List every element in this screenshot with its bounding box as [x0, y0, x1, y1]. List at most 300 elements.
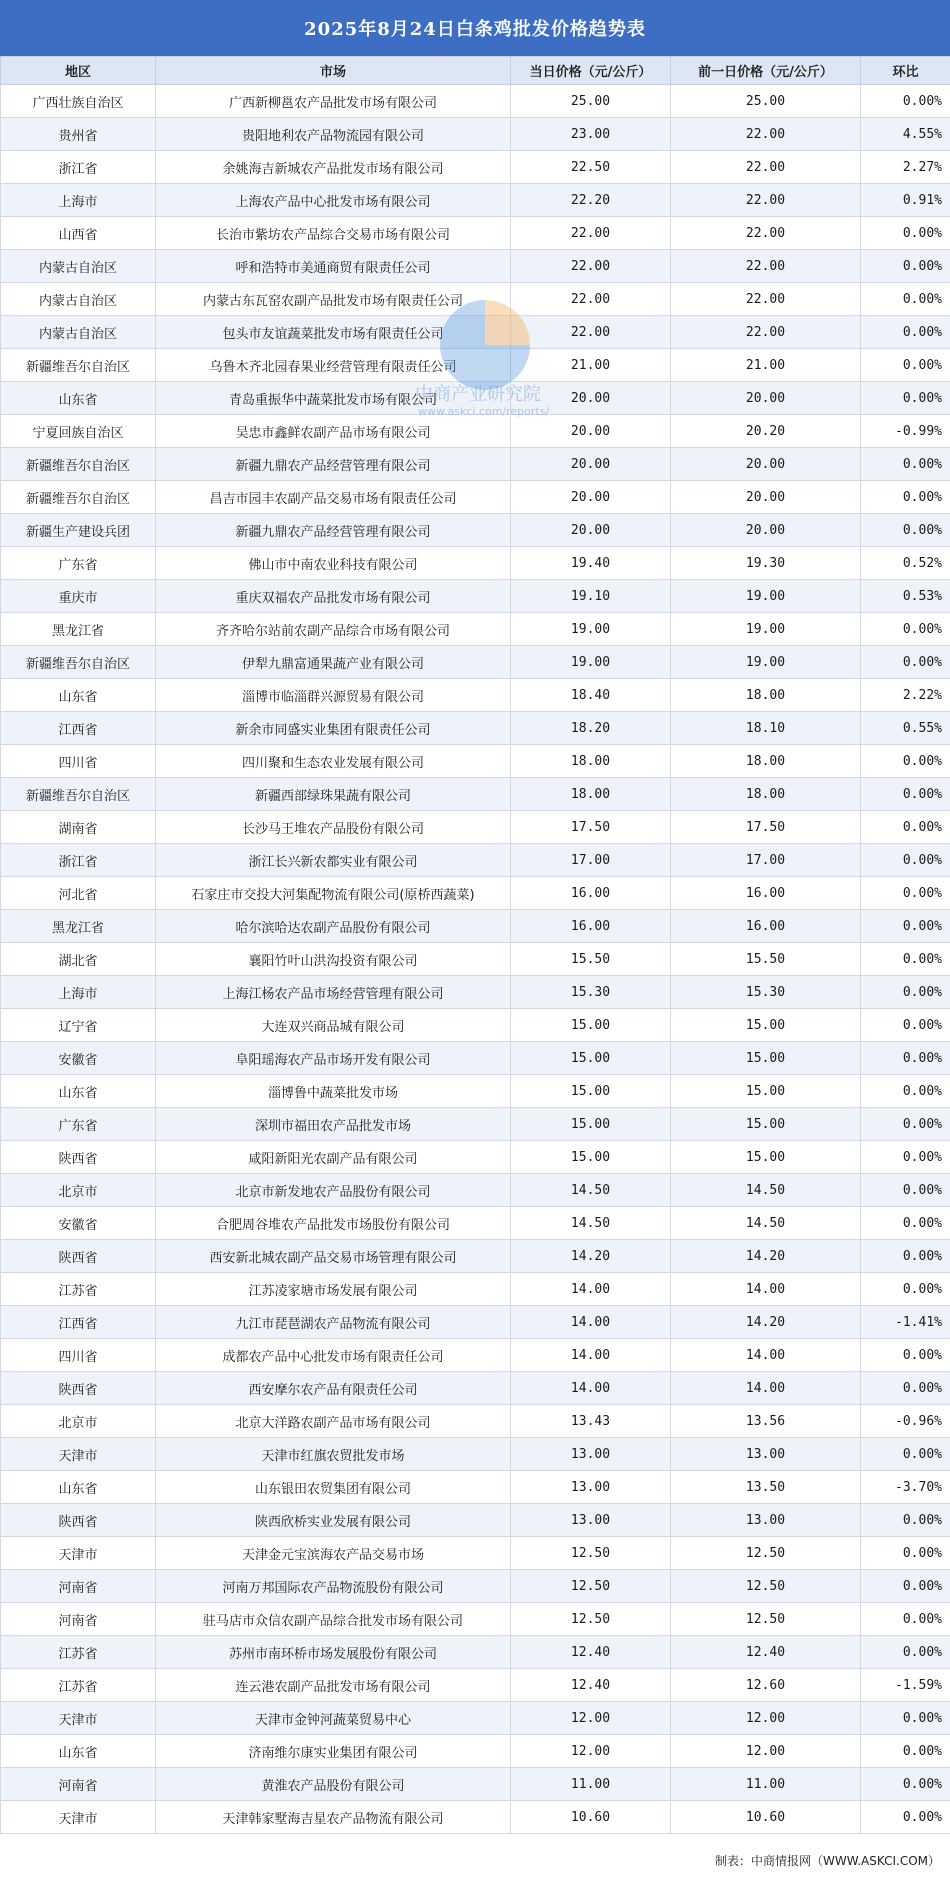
- cell-market: 陕西欣桥实业发展有限公司: [156, 1504, 511, 1537]
- cell-market: 成都农产品中心批发市场有限责任公司: [156, 1339, 511, 1372]
- cell-prev-price: 12.50: [671, 1570, 861, 1603]
- cell-region: 河北省: [1, 877, 156, 910]
- cell-change: 0.00%: [861, 1570, 950, 1603]
- cell-today-price: 22.20: [511, 184, 671, 217]
- cell-today-price: 13.00: [511, 1438, 671, 1471]
- cell-market: 青岛重振华中蔬菜批发市场有限公司: [156, 382, 511, 415]
- cell-prev-price: 14.50: [671, 1174, 861, 1207]
- cell-region: 江苏省: [1, 1636, 156, 1669]
- cell-change: 0.00%: [861, 1801, 950, 1834]
- cell-today-price: 20.00: [511, 415, 671, 448]
- cell-prev-price: 10.60: [671, 1801, 861, 1834]
- cell-change: 2.22%: [861, 679, 950, 712]
- cell-region: 北京市: [1, 1405, 156, 1438]
- cell-market: 包头市友谊蔬菜批发市场有限责任公司: [156, 316, 511, 349]
- cell-prev-price: 13.00: [671, 1438, 861, 1471]
- table-row: [1, 1042, 950, 1075]
- cell-today-price: 21.00: [511, 349, 671, 382]
- cell-region: 黑龙江省: [1, 613, 156, 646]
- cell-today-price: 14.20: [511, 1240, 671, 1273]
- cell-change: -0.96%: [861, 1405, 950, 1438]
- cell-market: 吴忠市鑫鲜农副产品市场有限公司: [156, 415, 511, 448]
- cell-market: 贵阳地利农产品物流园有限公司: [156, 118, 511, 151]
- cell-change: 0.00%: [861, 1438, 950, 1471]
- cell-region: 宁夏回族自治区: [1, 415, 156, 448]
- cell-region: 内蒙古自治区: [1, 316, 156, 349]
- cell-market: 新疆九鼎农产品经营管理有限公司: [156, 514, 511, 547]
- table-row: [1, 745, 950, 778]
- cell-today-price: 14.00: [511, 1339, 671, 1372]
- table-header: [1, 57, 950, 85]
- cell-today-price: 20.00: [511, 514, 671, 547]
- cell-change: 0.00%: [861, 1504, 950, 1537]
- cell-prev-price: 11.00: [671, 1768, 861, 1801]
- cell-market: 西安新北城农副产品交易市场管理有限公司: [156, 1240, 511, 1273]
- table-row: [1, 1570, 950, 1603]
- cell-market: 呼和浩特市美通商贸有限责任公司: [156, 250, 511, 283]
- cell-region: 新疆生产建设兵团: [1, 514, 156, 547]
- cell-region: 四川省: [1, 745, 156, 778]
- cell-market: 北京市新发地农产品股份有限公司: [156, 1174, 511, 1207]
- cell-region: 新疆维吾尔自治区: [1, 349, 156, 382]
- cell-market: 深圳市福田农产品批发市场: [156, 1108, 511, 1141]
- table-row: [1, 910, 950, 943]
- cell-region: 辽宁省: [1, 1009, 156, 1042]
- table-row: [1, 382, 950, 415]
- cell-today-price: 16.00: [511, 910, 671, 943]
- cell-prev-price: 16.00: [671, 877, 861, 910]
- cell-prev-price: 20.00: [671, 448, 861, 481]
- cell-prev-price: 19.00: [671, 646, 861, 679]
- cell-market: 天津韩家墅海吉星农产品物流有限公司: [156, 1801, 511, 1834]
- table-row: [1, 580, 950, 613]
- table-row: [1, 1273, 950, 1306]
- table-row: [1, 1438, 950, 1471]
- cell-prev-price: 14.00: [671, 1339, 861, 1372]
- cell-market: 阜阳瑶海农产品市场开发有限公司: [156, 1042, 511, 1075]
- cell-prev-price: 18.00: [671, 679, 861, 712]
- cell-today-price: 12.40: [511, 1636, 671, 1669]
- cell-today-price: 14.50: [511, 1174, 671, 1207]
- cell-prev-price: 18.00: [671, 778, 861, 811]
- cell-market: 乌鲁木齐北园春果业经营管理有限责任公司: [156, 349, 511, 382]
- cell-prev-price: 18.10: [671, 712, 861, 745]
- cell-region: 新疆维吾尔自治区: [1, 481, 156, 514]
- cell-prev-price: 17.00: [671, 844, 861, 877]
- cell-prev-price: 17.50: [671, 811, 861, 844]
- cell-prev-price: 22.00: [671, 151, 861, 184]
- cell-market: 连云港农副产品批发市场有限公司: [156, 1669, 511, 1702]
- cell-change: 0.00%: [861, 1174, 950, 1207]
- table-row: [1, 349, 950, 382]
- cell-market: 内蒙古东瓦窑农副产品批发市场有限责任公司: [156, 283, 511, 316]
- cell-today-price: 15.00: [511, 1075, 671, 1108]
- cell-region: 江西省: [1, 1306, 156, 1339]
- cell-today-price: 18.20: [511, 712, 671, 745]
- header-region: 地区: [1, 57, 156, 85]
- table-row: [1, 1207, 950, 1240]
- cell-today-price: 12.40: [511, 1669, 671, 1702]
- cell-market: 新余市同盛实业集团有限责任公司: [156, 712, 511, 745]
- cell-prev-price: 15.00: [671, 1108, 861, 1141]
- cell-change: 0.00%: [861, 514, 950, 547]
- cell-market: 四川聚和生态农业发展有限公司: [156, 745, 511, 778]
- cell-change: 2.27%: [861, 151, 950, 184]
- table-row: [1, 1504, 950, 1537]
- table-row: [1, 1009, 950, 1042]
- table-row: [1, 1405, 950, 1438]
- cell-prev-price: 16.00: [671, 910, 861, 943]
- table-row: [1, 1306, 950, 1339]
- cell-change: 0.00%: [861, 976, 950, 1009]
- cell-market: 北京大洋路农副产品市场有限公司: [156, 1405, 511, 1438]
- table-row: [1, 1339, 950, 1372]
- cell-market: 襄阳竹叶山洪沟投资有限公司: [156, 943, 511, 976]
- cell-market: 长沙马王堆农产品股份有限公司: [156, 811, 511, 844]
- table-row: [1, 250, 950, 283]
- cell-market: 哈尔滨哈达农副产品股份有限公司: [156, 910, 511, 943]
- cell-market: 合肥周谷堆农产品批发市场股份有限公司: [156, 1207, 511, 1240]
- cell-today-price: 13.00: [511, 1471, 671, 1504]
- cell-change: 0.00%: [861, 1075, 950, 1108]
- header-change: 环比: [861, 57, 950, 85]
- cell-region: 山东省: [1, 1075, 156, 1108]
- cell-change: 0.00%: [861, 745, 950, 778]
- cell-prev-price: 21.00: [671, 349, 861, 382]
- cell-today-price: 14.50: [511, 1207, 671, 1240]
- cell-prev-price: 13.56: [671, 1405, 861, 1438]
- cell-region: 山东省: [1, 1735, 156, 1768]
- cell-region: 天津市: [1, 1702, 156, 1735]
- cell-prev-price: 15.00: [671, 1075, 861, 1108]
- cell-region: 陕西省: [1, 1372, 156, 1405]
- cell-region: 天津市: [1, 1438, 156, 1471]
- cell-region: 山东省: [1, 1471, 156, 1504]
- cell-today-price: 20.00: [511, 481, 671, 514]
- cell-region: 重庆市: [1, 580, 156, 613]
- table-row: [1, 811, 950, 844]
- cell-change: 0.00%: [861, 1636, 950, 1669]
- table-row: [1, 1603, 950, 1636]
- cell-market: 新疆西部绿珠果蔬有限公司: [156, 778, 511, 811]
- cell-market: 石家庄市交投大河集配物流有限公司(原桥西蔬菜): [156, 877, 511, 910]
- cell-today-price: 12.00: [511, 1702, 671, 1735]
- cell-region: 河南省: [1, 1768, 156, 1801]
- cell-region: 北京市: [1, 1174, 156, 1207]
- cell-today-price: 18.00: [511, 745, 671, 778]
- cell-market: 重庆双福农产品批发市场有限公司: [156, 580, 511, 613]
- cell-change: -1.41%: [861, 1306, 950, 1339]
- cell-prev-price: 20.00: [671, 382, 861, 415]
- cell-prev-price: 12.00: [671, 1702, 861, 1735]
- table-row: [1, 943, 950, 976]
- cell-prev-price: 22.00: [671, 283, 861, 316]
- table-row: [1, 547, 950, 580]
- cell-region: 江苏省: [1, 1669, 156, 1702]
- cell-market: 天津金元宝滨海农产品交易市场: [156, 1537, 511, 1570]
- cell-today-price: 22.00: [511, 283, 671, 316]
- cell-change: 0.00%: [861, 382, 950, 415]
- cell-today-price: 17.00: [511, 844, 671, 877]
- cell-region: 广西壮族自治区: [1, 85, 156, 118]
- cell-today-price: 19.10: [511, 580, 671, 613]
- cell-prev-price: 20.00: [671, 481, 861, 514]
- cell-change: 0.00%: [861, 844, 950, 877]
- watermark-text: 中商产业研究院: [415, 384, 541, 405]
- cell-today-price: 10.60: [511, 1801, 671, 1834]
- table-row: [1, 118, 950, 151]
- cell-change: 0.00%: [861, 1240, 950, 1273]
- cell-region: 山东省: [1, 382, 156, 415]
- table-row: [1, 844, 950, 877]
- cell-region: 上海市: [1, 184, 156, 217]
- cell-market: 九江市琵琶湖农产品物流有限公司: [156, 1306, 511, 1339]
- table-row: [1, 1174, 950, 1207]
- cell-prev-price: 20.20: [671, 415, 861, 448]
- cell-region: 湖北省: [1, 943, 156, 976]
- cell-prev-price: 25.00: [671, 85, 861, 118]
- cell-change: 4.55%: [861, 118, 950, 151]
- cell-prev-price: 19.30: [671, 547, 861, 580]
- cell-change: 0.00%: [861, 943, 950, 976]
- cell-market: 广西新柳邕农产品批发市场有限公司: [156, 85, 511, 118]
- cell-region: 陕西省: [1, 1141, 156, 1174]
- cell-change: -1.59%: [861, 1669, 950, 1702]
- table-row: [1, 283, 950, 316]
- cell-today-price: 22.00: [511, 250, 671, 283]
- cell-change: 0.00%: [861, 1009, 950, 1042]
- cell-region: 陕西省: [1, 1504, 156, 1537]
- cell-change: 0.00%: [861, 316, 950, 349]
- cell-today-price: 11.00: [511, 1768, 671, 1801]
- cell-region: 内蒙古自治区: [1, 250, 156, 283]
- cell-today-price: 15.00: [511, 1141, 671, 1174]
- cell-prev-price: 13.00: [671, 1504, 861, 1537]
- table-row: [1, 184, 950, 217]
- cell-today-price: 14.00: [511, 1372, 671, 1405]
- cell-today-price: 19.00: [511, 613, 671, 646]
- cell-today-price: 12.00: [511, 1735, 671, 1768]
- table-row: [1, 1636, 950, 1669]
- cell-change: 0.00%: [861, 1042, 950, 1075]
- cell-change: 0.00%: [861, 283, 950, 316]
- table-row: [1, 85, 950, 118]
- cell-change: 0.00%: [861, 1768, 950, 1801]
- cell-change: 0.91%: [861, 184, 950, 217]
- cell-today-price: 15.00: [511, 1042, 671, 1075]
- cell-region: 江苏省: [1, 1273, 156, 1306]
- table-row: [1, 646, 950, 679]
- table-row: [1, 679, 950, 712]
- cell-today-price: 15.50: [511, 943, 671, 976]
- cell-today-price: 16.00: [511, 877, 671, 910]
- cell-market: 西安摩尔农产品有限责任公司: [156, 1372, 511, 1405]
- table-row: [1, 514, 950, 547]
- table-row: [1, 976, 950, 1009]
- cell-change: 0.53%: [861, 580, 950, 613]
- cell-market: 昌吉市园丰农副产品交易市场有限责任公司: [156, 481, 511, 514]
- cell-market: 上海江杨农产品市场经营管理有限公司: [156, 976, 511, 1009]
- cell-market: 驻马店市众信农副产品综合批发市场有限公司: [156, 1603, 511, 1636]
- table-row: [1, 151, 950, 184]
- table-row: [1, 1240, 950, 1273]
- cell-prev-price: 12.40: [671, 1636, 861, 1669]
- table-row: [1, 1702, 950, 1735]
- cell-today-price: 20.00: [511, 448, 671, 481]
- cell-change: 0.00%: [861, 613, 950, 646]
- cell-market: 佛山市中南农业科技有限公司: [156, 547, 511, 580]
- cell-today-price: 15.00: [511, 1108, 671, 1141]
- cell-prev-price: 15.00: [671, 1009, 861, 1042]
- cell-region: 安徽省: [1, 1207, 156, 1240]
- cell-market: 长治市紫坊农产品综合交易市场有限公司: [156, 217, 511, 250]
- cell-market: 山东银田农贸集团有限公司: [156, 1471, 511, 1504]
- cell-prev-price: 15.00: [671, 1042, 861, 1075]
- table-row: [1, 415, 950, 448]
- cell-market: 江苏凌家塘市场发展有限公司: [156, 1273, 511, 1306]
- cell-change: 0.00%: [861, 1141, 950, 1174]
- table-row: [1, 877, 950, 910]
- cell-change: 0.00%: [861, 910, 950, 943]
- cell-change: 0.00%: [861, 811, 950, 844]
- cell-region: 新疆维吾尔自治区: [1, 448, 156, 481]
- cell-change: 0.00%: [861, 1603, 950, 1636]
- table-row: [1, 778, 950, 811]
- cell-change: 0.00%: [861, 1108, 950, 1141]
- cell-change: 0.00%: [861, 1339, 950, 1372]
- cell-region: 上海市: [1, 976, 156, 1009]
- cell-change: -3.70%: [861, 1471, 950, 1504]
- cell-today-price: 14.00: [511, 1273, 671, 1306]
- cell-change: 0.00%: [861, 481, 950, 514]
- cell-change: 0.00%: [861, 85, 950, 118]
- table-row: [1, 1735, 950, 1768]
- cell-region: 安徽省: [1, 1042, 156, 1075]
- table-row: [1, 1768, 950, 1801]
- cell-change: 0.00%: [861, 250, 950, 283]
- cell-change: 0.00%: [861, 1537, 950, 1570]
- cell-region: 天津市: [1, 1801, 156, 1834]
- header-prev-price: 前一日价格（元/公斤）: [671, 57, 861, 85]
- cell-today-price: 19.00: [511, 646, 671, 679]
- cell-market: 黄淮农产品股份有限公司: [156, 1768, 511, 1801]
- cell-region: 河南省: [1, 1603, 156, 1636]
- cell-today-price: 19.40: [511, 547, 671, 580]
- cell-today-price: 15.30: [511, 976, 671, 1009]
- cell-change: 0.55%: [861, 712, 950, 745]
- cell-market: 齐齐哈尔站前农副产品综合市场有限公司: [156, 613, 511, 646]
- cell-prev-price: 14.20: [671, 1306, 861, 1339]
- cell-today-price: 13.43: [511, 1405, 671, 1438]
- cell-market: 伊犁九鼎富通果蔬产业有限公司: [156, 646, 511, 679]
- header-today-price: 当日价格（元/公斤）: [511, 57, 671, 85]
- cell-prev-price: 19.00: [671, 613, 861, 646]
- cell-region: 黑龙江省: [1, 910, 156, 943]
- watermark-url: www.askci.com/reports/: [418, 405, 550, 418]
- cell-prev-price: 12.50: [671, 1603, 861, 1636]
- cell-today-price: 20.00: [511, 382, 671, 415]
- cell-market: 余姚海吉新城农产品批发市场有限公司: [156, 151, 511, 184]
- cell-prev-price: 14.50: [671, 1207, 861, 1240]
- cell-region: 内蒙古自治区: [1, 283, 156, 316]
- cell-prev-price: 18.00: [671, 745, 861, 778]
- table-row: [1, 448, 950, 481]
- cell-market: 济南维尔康实业集团有限公司: [156, 1735, 511, 1768]
- cell-today-price: 12.50: [511, 1537, 671, 1570]
- cell-market: 河南万邦国际农产品物流股份有限公司: [156, 1570, 511, 1603]
- table-row: [1, 613, 950, 646]
- cell-change: 0.00%: [861, 1372, 950, 1405]
- cell-today-price: 22.50: [511, 151, 671, 184]
- cell-prev-price: 13.50: [671, 1471, 861, 1504]
- cell-prev-price: 22.00: [671, 250, 861, 283]
- cell-prev-price: 14.00: [671, 1372, 861, 1405]
- cell-market: 淄博市临淄群兴源贸易有限公司: [156, 679, 511, 712]
- cell-prev-price: 15.30: [671, 976, 861, 1009]
- table-row: [1, 1108, 950, 1141]
- cell-region: 广东省: [1, 1108, 156, 1141]
- cell-change: 0.00%: [861, 1207, 950, 1240]
- cell-market: 苏州市南环桥市场发展股份有限公司: [156, 1636, 511, 1669]
- cell-region: 浙江省: [1, 844, 156, 877]
- cell-change: 0.00%: [861, 448, 950, 481]
- table-row: [1, 1372, 950, 1405]
- cell-change: 0.00%: [861, 1273, 950, 1306]
- cell-change: 0.00%: [861, 1702, 950, 1735]
- price-table: [0, 56, 950, 1834]
- cell-region: 湖南省: [1, 811, 156, 844]
- cell-region: 广东省: [1, 547, 156, 580]
- cell-market: 天津市金钟河蔬菜贸易中心: [156, 1702, 511, 1735]
- cell-region: 浙江省: [1, 151, 156, 184]
- cell-change: 0.00%: [861, 349, 950, 382]
- table-row: [1, 1075, 950, 1108]
- table-row: [1, 481, 950, 514]
- cell-prev-price: 15.50: [671, 943, 861, 976]
- cell-prev-price: 20.00: [671, 514, 861, 547]
- cell-region: 河南省: [1, 1570, 156, 1603]
- cell-prev-price: 22.00: [671, 118, 861, 151]
- cell-market: 咸阳新阳光农副产品有限公司: [156, 1141, 511, 1174]
- table-row: [1, 316, 950, 349]
- cell-region: 山西省: [1, 217, 156, 250]
- cell-prev-price: 12.50: [671, 1537, 861, 1570]
- cell-region: 贵州省: [1, 118, 156, 151]
- cell-prev-price: 22.00: [671, 184, 861, 217]
- cell-change: 0.00%: [861, 778, 950, 811]
- cell-region: 新疆维吾尔自治区: [1, 646, 156, 679]
- table-row: [1, 1537, 950, 1570]
- cell-prev-price: 14.00: [671, 1273, 861, 1306]
- cell-region: 四川省: [1, 1339, 156, 1372]
- table-row: [1, 1471, 950, 1504]
- cell-today-price: 12.50: [511, 1570, 671, 1603]
- cell-today-price: 22.00: [511, 316, 671, 349]
- cell-region: 陕西省: [1, 1240, 156, 1273]
- table-row: [1, 712, 950, 745]
- cell-market: 淄博鲁中蔬菜批发市场: [156, 1075, 511, 1108]
- cell-today-price: 14.00: [511, 1306, 671, 1339]
- table-row: [1, 217, 950, 250]
- cell-today-price: 15.00: [511, 1009, 671, 1042]
- cell-change: 0.00%: [861, 877, 950, 910]
- cell-change: 0.52%: [861, 547, 950, 580]
- cell-change: 0.00%: [861, 1735, 950, 1768]
- header-market: 市场: [156, 57, 511, 85]
- cell-market: 大连双兴商品城有限公司: [156, 1009, 511, 1042]
- cell-today-price: 22.00: [511, 217, 671, 250]
- cell-prev-price: 22.00: [671, 316, 861, 349]
